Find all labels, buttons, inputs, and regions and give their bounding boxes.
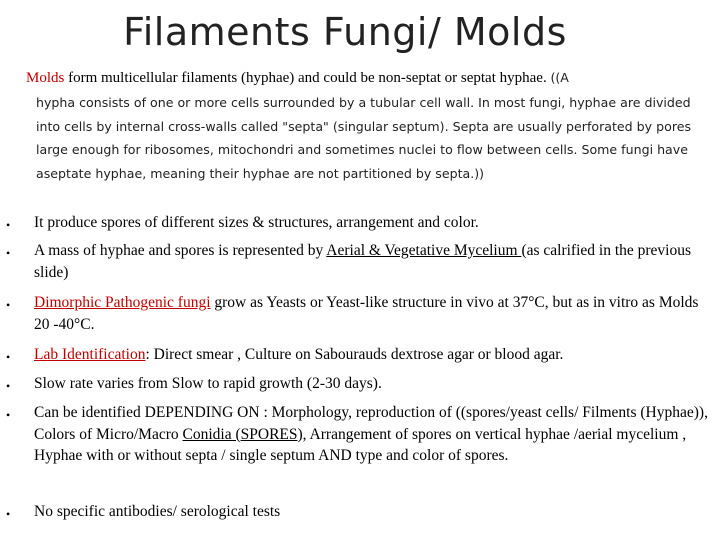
lab-identification-term: Lab Identification — [34, 346, 146, 363]
bullet-text-post: (as calrified in the previous slide) — [34, 242, 692, 281]
intro-note-open: ((A — [550, 70, 569, 85]
intro-text: form multicellular filaments (hyphae) and could be non-septat or septat hyphae. — [64, 70, 547, 86]
conidia-term: Conidia (SPORES), — [182, 425, 307, 443]
bullet-dot: • — [6, 246, 11, 260]
bullet-dot: • — [6, 408, 11, 422]
dimorphic-fungi-term: Dimorphic Pathogenic fungi — [34, 294, 211, 311]
bullet-dot: • — [6, 350, 11, 364]
bullet-text — [34, 292, 716, 335]
bullet-dot: • — [6, 379, 11, 393]
hypha-note: hypha consists of one or more cells surrounded by a tubular cell wall. In most fungi, hyphae are divided into cells by internal cross-walls called "septa" (singular septum). Septa are usually perforated by pores large enough for ribosomes, mitochondri and sometimes nuclei to flow between cells. Some fungi have aseptate hyphae, meaning their hyphae are not partitioned by septa.)) — [36, 95, 692, 181]
bullet-text-post: : Direct smear , Culture on Sabourauds dextrose agar or blood agar. — [145, 346, 564, 363]
bullet-text: It produce spores of different sizes & structures, arrangement and color. — [34, 214, 479, 231]
intro-paragraph — [26, 68, 710, 88]
bullet-text — [34, 344, 716, 366]
bullet-dot: • — [6, 218, 11, 232]
intro-lead-term: Molds — [26, 70, 65, 86]
bullet-text — [34, 240, 716, 283]
bullet-text-post: grow as Yeasts or Yeast-like structure in vivo at 37°C, but as in vitro as Molds 20 -40°C. — [34, 294, 699, 333]
slide-title: Filaments Fungi/ Molds — [123, 10, 567, 54]
bullet-text — [34, 402, 716, 467]
aerial-mycelium-term: Aerial & Vegetative Mycelium — [326, 242, 522, 259]
bullet-dot: • — [6, 507, 11, 521]
bullet-text-pre: A mass of hyphae and spores is represented by — [34, 242, 327, 259]
bullet-text-post: Arrangement of spores on vertical hyphae /aerial mycelium , Hyphae with or without septa / single septum AND type and color of spores. — [34, 425, 687, 464]
bullet-dot: • — [6, 298, 11, 312]
bullet-text-pre: Can be identified DEPENDING ON : Morphology, reproduction of ((spores/yeast cells/ Filments (Hyphae)), Colors of Micro/Macro — [34, 404, 708, 443]
bullet-text: No specific antibodies/ serological tests — [34, 503, 281, 520]
bullet-text: Slow rate varies from Slow to rapid growth (2-30 days). — [34, 375, 382, 392]
